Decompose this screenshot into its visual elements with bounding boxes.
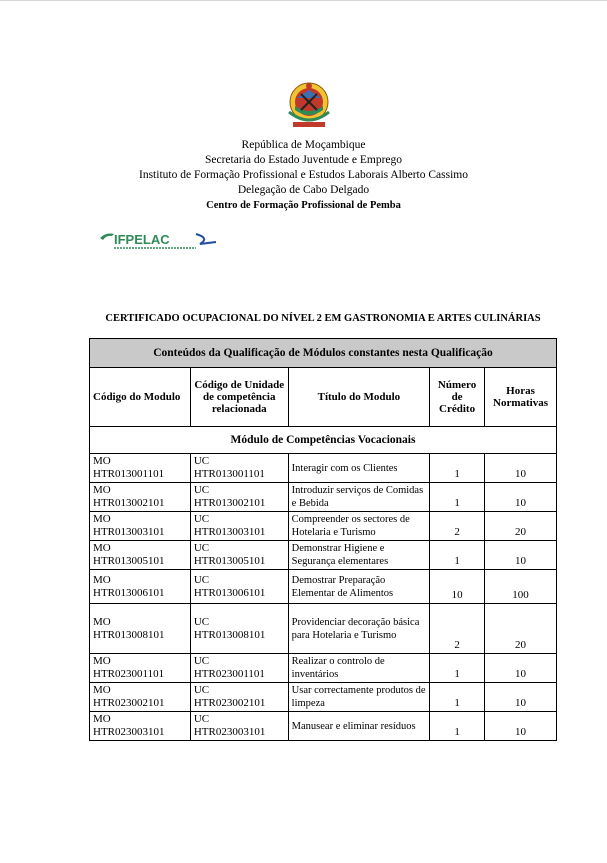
col-header-unit: Código de Unidade de competência relacionada xyxy=(190,368,288,427)
table-row xyxy=(90,483,557,512)
col-header-hours: Horas Normativas xyxy=(485,368,557,427)
table-row xyxy=(90,512,557,541)
header-secretariat: Secretaria do Estado Juventude e Emprego xyxy=(204,154,403,166)
unit-code-cell-text: HTR013005101 xyxy=(193,555,266,567)
unit-code-cell xyxy=(190,512,288,541)
module-code-cell xyxy=(90,683,191,712)
credits-cell xyxy=(430,512,485,541)
hours-cell-text: 10 xyxy=(515,668,527,680)
module-rows xyxy=(90,454,557,741)
unit-code-cell-text: UC xyxy=(193,684,210,696)
hours-cell xyxy=(485,654,557,683)
module-code-cell-text: MO xyxy=(93,655,111,667)
module-title-cell xyxy=(288,570,429,604)
module-code-cell xyxy=(90,604,191,654)
module-title-cell-text: Usar correctamente produtos de limpeza xyxy=(291,685,426,709)
unit-code-cell xyxy=(190,604,288,654)
unit-code-cell xyxy=(190,570,288,604)
col-header-code: Código do Modulo xyxy=(90,368,191,427)
module-title-cell xyxy=(288,604,429,654)
hours-cell-text: 10 xyxy=(515,468,527,480)
unit-code-cell xyxy=(190,541,288,570)
module-title-cell-text: Compreender os sectores de Hotelaria e Turismo xyxy=(291,514,410,538)
module-title-cell-text: Interagir com os Clientes xyxy=(291,462,398,474)
credits-cell xyxy=(430,654,485,683)
module-code-cell-text: HTR013006101 xyxy=(93,586,165,599)
module-title-cell-text: Providenciar decoração básica para Hotelaria e Turismo xyxy=(291,616,420,641)
unit-code-cell-text: HTR023001101 xyxy=(193,668,265,680)
hours-cell xyxy=(485,512,557,541)
unit-code-cell-text: UC xyxy=(193,484,210,496)
hours-cell xyxy=(485,570,557,604)
hours-cell xyxy=(485,683,557,712)
credits-cell xyxy=(430,683,485,712)
module-code-cell xyxy=(90,483,191,512)
credits-cell-text: 10 xyxy=(451,589,463,601)
module-code-cell-text: HTR013005101 xyxy=(93,555,165,567)
credits-cell xyxy=(430,541,485,570)
module-code-cell xyxy=(90,454,191,483)
col-header-title: Título do Modulo xyxy=(288,368,429,427)
unit-code-cell-text: UC xyxy=(193,573,210,586)
module-code-cell-text: MO xyxy=(93,542,111,554)
unit-code-cell xyxy=(190,683,288,712)
module-code-cell xyxy=(90,541,191,570)
module-title-cell-text: Demonstrar Higiene e Segurança elementares xyxy=(291,543,389,567)
hours-cell xyxy=(485,483,557,512)
table-row xyxy=(90,683,557,712)
page-top-border xyxy=(0,0,607,1)
header-republic: República de Moçambique xyxy=(241,139,366,151)
module-title-cell xyxy=(288,712,429,741)
unit-code-cell-text: HTR023003101 xyxy=(193,726,266,738)
module-code-cell xyxy=(90,654,191,683)
module-title-cell xyxy=(288,541,429,570)
module-code-cell-text: MO xyxy=(93,455,111,467)
unit-code-cell xyxy=(190,454,288,483)
logo-text: IFPELAC xyxy=(114,232,170,247)
hours-cell-text: 10 xyxy=(515,697,527,709)
hours-cell xyxy=(485,604,557,654)
module-code-cell-text: MO xyxy=(93,513,111,525)
module-code-cell-text: MO xyxy=(93,615,111,628)
module-code-cell-text: HTR023001101 xyxy=(93,668,165,680)
section-vocational: Módulo de Competências Vocacionais xyxy=(90,427,557,454)
credits-cell-text: 2 xyxy=(454,526,460,538)
module-code-cell-text: HTR013008101 xyxy=(93,628,165,641)
module-title-cell xyxy=(288,683,429,712)
module-code-cell xyxy=(90,570,191,604)
hours-cell-text: 10 xyxy=(515,497,527,509)
unit-code-cell-text: HTR013002101 xyxy=(193,497,266,509)
module-code-cell-text: MO xyxy=(93,484,111,496)
certificate-title: CERTIFICADO OCUPACIONAL DO NÍVEL 2 EM GASTRONOMIA E ARTES CULINÁRIAS xyxy=(105,313,541,324)
table-row xyxy=(90,654,557,683)
module-title-cell xyxy=(288,454,429,483)
unit-code-cell-text: UC xyxy=(193,513,210,525)
unit-code-cell-text: HTR013008101 xyxy=(193,628,266,641)
module-code-cell-text: MO xyxy=(93,713,111,725)
unit-code-cell-text: HTR023002101 xyxy=(193,697,266,709)
table-row xyxy=(90,454,557,483)
header-delegation: Delegação de Cabo Delgado xyxy=(237,184,370,196)
credits-cell-text: 1 xyxy=(454,668,460,680)
unit-code-cell-text: HTR013003101 xyxy=(193,526,266,538)
module-title-cell-text: Manusear e eliminar resíduos xyxy=(291,720,416,732)
table-row xyxy=(90,541,557,570)
module-code-cell-text: HTR023003101 xyxy=(93,726,165,738)
credits-cell-text: 1 xyxy=(454,468,460,480)
unit-code-cell-text: UC xyxy=(193,713,210,725)
institution-header xyxy=(0,138,607,213)
module-code-cell-text: MO xyxy=(93,684,111,696)
module-title-cell xyxy=(288,512,429,541)
header-centre: Centro de Formação Profissional de Pemba xyxy=(206,200,401,211)
module-title-cell-text: Demostrar Preparação Elementar de Alimentos xyxy=(291,574,394,599)
module-title-cell-text: Realizar o controlo de inventários xyxy=(291,656,385,680)
credits-cell xyxy=(430,604,485,654)
hours-cell-text: 10 xyxy=(515,726,527,738)
unit-code-cell xyxy=(190,483,288,512)
hours-cell-text: 10 xyxy=(515,555,527,567)
table-row xyxy=(90,570,557,604)
module-code-cell xyxy=(90,512,191,541)
credits-cell-text: 1 xyxy=(454,555,460,567)
hours-cell xyxy=(485,454,557,483)
table-banner: Conteúdos da Qualificação de Módulos constantes nesta Qualificação xyxy=(90,339,557,368)
hours-cell xyxy=(485,541,557,570)
unit-code-cell-text: UC xyxy=(193,542,210,554)
modules-table xyxy=(89,338,557,741)
credits-cell xyxy=(430,483,485,512)
hours-cell-text: 20 xyxy=(515,639,527,651)
unit-code-cell-text: UC xyxy=(193,455,210,467)
module-code-cell-text: HTR013002101 xyxy=(93,497,165,509)
unit-code-cell xyxy=(190,654,288,683)
credits-cell-text: 2 xyxy=(454,639,460,651)
ifpelac-logo-icon xyxy=(98,230,220,252)
unit-code-cell-text: HTR013006101 xyxy=(193,586,266,599)
table-row xyxy=(90,712,557,741)
header-institute: Instituto de Formação Profissional e Estudos Laborais Alberto Cassimo xyxy=(139,169,468,181)
module-code-cell-text: HTR013001101 xyxy=(93,468,165,480)
credits-cell xyxy=(430,712,485,741)
table-row xyxy=(90,604,557,654)
credits-cell-text: 1 xyxy=(454,697,460,709)
credits-cell-text: 1 xyxy=(454,726,460,738)
hours-cell-text: 100 xyxy=(512,589,529,601)
credits-cell xyxy=(430,570,485,604)
col-header-credits: Número de Crédito xyxy=(430,368,485,427)
hours-cell xyxy=(485,712,557,741)
module-title-cell-text: Introduzir serviços de Comidas e Bebida xyxy=(291,485,424,509)
credits-cell xyxy=(430,454,485,483)
module-code-cell-text: HTR023002101 xyxy=(93,697,165,709)
credits-cell-text: 1 xyxy=(454,497,460,509)
module-code-cell xyxy=(90,712,191,741)
unit-code-cell xyxy=(190,712,288,741)
unit-code-cell-text: UC xyxy=(193,615,210,628)
module-code-cell-text: MO xyxy=(93,573,111,586)
hours-cell-text: 20 xyxy=(515,526,527,538)
mozambique-emblem-icon xyxy=(281,76,337,132)
module-title-cell xyxy=(288,483,429,512)
unit-code-cell-text: UC xyxy=(193,655,210,667)
module-code-cell-text: HTR013003101 xyxy=(93,526,165,538)
unit-code-cell-text: HTR013001101 xyxy=(193,468,265,480)
module-title-cell xyxy=(288,654,429,683)
